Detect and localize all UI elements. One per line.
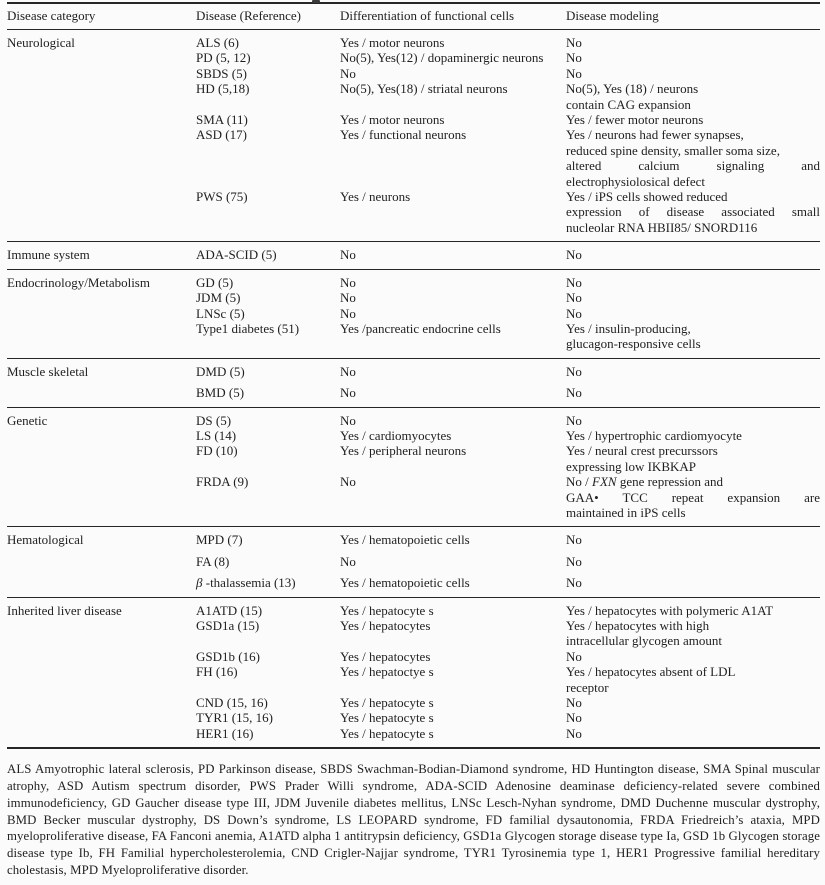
- cell-differentiation: [340, 575, 566, 590]
- cell-line: Yes / neurons: [340, 189, 411, 205]
- header-disease-reference: Disease (Reference): [196, 8, 302, 23]
- cell-line: No: [566, 290, 582, 306]
- cell-disease-modeling: [566, 35, 820, 50]
- cell-disease-reference: [196, 321, 340, 336]
- cell-line: ADA-SCID (5): [196, 247, 277, 263]
- table-row: [7, 428, 820, 443]
- table-row: [7, 575, 820, 590]
- cell-line: Hematological: [7, 532, 84, 548]
- table-row: [7, 275, 820, 290]
- cell-line: JDM (5): [196, 290, 241, 306]
- cell-line: No: [566, 65, 582, 81]
- cell-line: reduced spine density, smaller soma size,: [566, 142, 780, 158]
- table-row: [7, 649, 820, 664]
- cell-disease-modeling: [566, 81, 820, 112]
- cell-disease-modeling: [566, 306, 820, 321]
- cell-line: nucleolar RNA HBII85/ SNORD116: [566, 219, 758, 235]
- cell-line: GSD1a (15): [196, 618, 260, 633]
- cell-disease-reference: [196, 364, 340, 379]
- cell-line: altered calcium signaling and: [566, 158, 820, 174]
- table-row: [7, 306, 820, 321]
- cell-differentiation: [340, 385, 566, 400]
- cell-line: Yes / insulin-producing,: [566, 320, 691, 336]
- cell-disease-reference: [196, 127, 340, 142]
- cell-line: ASD (17): [196, 127, 247, 143]
- table-row: [7, 443, 820, 474]
- cell-line: No: [566, 725, 582, 741]
- cell-line: Genetic: [7, 412, 48, 428]
- cell-disease-category: [7, 695, 196, 710]
- cell-line: SBDS (5): [196, 65, 247, 81]
- cell-line: A1ATD (15): [196, 602, 263, 618]
- cell-disease-category: [7, 66, 196, 81]
- cell-disease-reference: [196, 695, 340, 710]
- cell-disease-category: [7, 428, 196, 443]
- cell-disease-modeling: [566, 664, 820, 695]
- table-row: [7, 385, 820, 400]
- cell-disease-category: [7, 364, 196, 379]
- cell-line: Yes / hepatocytes with high: [566, 618, 710, 633]
- cell-disease-category: [7, 127, 196, 142]
- cell-line: Immune system: [7, 247, 90, 263]
- cell-disease-reference: [196, 66, 340, 81]
- cell-differentiation: [340, 306, 566, 321]
- table-section: [7, 270, 820, 359]
- cell-differentiation: [340, 321, 566, 336]
- cell-differentiation: [340, 649, 566, 664]
- cell-line: Yes / hepatocyte s: [340, 710, 434, 726]
- cell-differentiation: [340, 726, 566, 741]
- cell-line: LS (14): [196, 427, 237, 443]
- disease-table: [7, 2, 820, 749]
- cell-disease-reference: [196, 474, 340, 489]
- cell-line: GAA• TCC repeat expansion are: [566, 489, 820, 505]
- cell-line: Yes / cardiomyocytes: [340, 427, 452, 443]
- caption-remnant: [312, 0, 320, 3]
- cell-line: No: [566, 35, 582, 50]
- cell-differentiation: [340, 603, 566, 618]
- cell-line: Yes / hematopoietic cells: [340, 575, 470, 591]
- cell-disease-category: [7, 664, 196, 679]
- cell-line: No: [566, 575, 582, 591]
- cell-line: No(5), Yes(18) / striatal neurons: [340, 81, 508, 97]
- cell-differentiation: [340, 364, 566, 379]
- cell-disease-modeling: [566, 532, 820, 547]
- cell-disease-reference: [196, 428, 340, 443]
- table-row: [7, 66, 820, 81]
- cell-disease-modeling: [566, 112, 820, 127]
- cell-line: No: [566, 532, 582, 548]
- table-row: [7, 618, 820, 649]
- cell-line: No: [340, 290, 356, 306]
- cell-line: No: [566, 695, 582, 711]
- cell-disease-modeling: [566, 321, 820, 352]
- cell-line: SMA (11): [196, 112, 248, 128]
- cell-disease-reference: [196, 413, 340, 428]
- cell-line: FA (8): [196, 553, 230, 569]
- table-body: [7, 30, 820, 749]
- cell-differentiation: [340, 189, 566, 204]
- cell-disease-category: [7, 443, 196, 458]
- cell-line: FD (10): [196, 443, 238, 459]
- cell-line: FRDA (9): [196, 474, 249, 490]
- cell-disease-category: [7, 35, 196, 50]
- cell-disease-category: [7, 726, 196, 741]
- table-row: [7, 247, 820, 262]
- table-row: [7, 474, 820, 520]
- cell-disease-modeling: [566, 189, 820, 235]
- cell-differentiation: [340, 66, 566, 81]
- cell-disease-modeling: [566, 385, 820, 400]
- table-section: [7, 408, 820, 528]
- cell-differentiation: [340, 35, 566, 50]
- cell-line: No: [566, 363, 582, 379]
- cell-disease-reference: [196, 618, 340, 633]
- cell-disease-category: [7, 112, 196, 127]
- cell-line: No: [566, 648, 582, 664]
- cell-disease-modeling: [566, 474, 820, 520]
- cell-line: No: [566, 247, 582, 263]
- cell-differentiation: [340, 443, 566, 458]
- cell-line: No: [340, 363, 356, 379]
- cell-line: No / FXN gene repression and: [566, 474, 724, 490]
- cell-disease-category: [7, 532, 196, 547]
- cell-disease-reference: [196, 575, 340, 590]
- table-footnote: ALS Amyotrophic lateral sclerosis, PD Parkinson disease, SBDS Swachman-Bodian-Diamond syndrome, HD Huntington disease, SMA Spinal muscular atrophy, ASD Autism spectrum disorder, PWS Prader Willi syndrome, ADA-SCID Adenosine deaminase deficiency-related severe combined immunodeficiency, GD Gaucher disease type III, JDM Juvenile diabetes mellitus, LNSc Lesch-Nyhan syndrome, DMD Duchenne muscular dystrophy, BMD Becker muscular dystrophy, DS Down’s syndrome, LS LEOPARD syndrome, FD familial dysautonomia, FRDA Friedreich’s ataxia, MPD myeloproliferative disease, FA Fanconi anemia, A1ATD alpha 1 antitrypsin deficiency, GSD1a Glycogen storage disease type Ia, GSD 1b Glycogen storage disease type Ib, FH Familial hypercholesterolemia, CND Crigler-Najjar syndrome, TYR1 Tyrosinemia type 1, HER1 Progressive familial hereditary cholestasis, MPD Myeloproliferative disorder.: [7, 762, 820, 878]
- cell-line: GSD1b (16): [196, 648, 260, 664]
- cell-line: No: [566, 710, 582, 726]
- table-section: [7, 359, 820, 408]
- table-row: [7, 695, 820, 710]
- cell-line: receptor: [566, 679, 609, 695]
- cell-disease-modeling: [566, 290, 820, 305]
- cell-line: No: [566, 385, 582, 401]
- cell-line: BMD (5): [196, 385, 245, 401]
- cell-differentiation: [340, 275, 566, 290]
- cell-disease-category: [7, 575, 196, 590]
- table-row: [7, 189, 820, 235]
- cell-differentiation: [340, 474, 566, 489]
- cell-line: Muscle skeletal: [7, 363, 89, 379]
- cell-differentiation: [340, 428, 566, 443]
- cell-disease-modeling: [566, 428, 820, 443]
- cell-disease-reference: [196, 35, 340, 50]
- cell-line: MPD (7): [196, 532, 243, 548]
- table-row: [7, 532, 820, 547]
- cell-line: Yes / peripheral neurons: [340, 443, 467, 459]
- cell-line: No: [566, 274, 582, 290]
- cell-line: Yes / hepatocytes: [340, 618, 431, 633]
- cell-disease-reference: [196, 649, 340, 664]
- cell-line: β -thalassemia (13): [196, 575, 296, 591]
- cell-line: Yes / neurons had fewer synapses,: [566, 127, 744, 143]
- table-row: [7, 290, 820, 305]
- cell-disease-reference: [196, 81, 340, 96]
- cell-disease-reference: [196, 532, 340, 547]
- cell-differentiation: [340, 532, 566, 547]
- table-row: [7, 726, 820, 741]
- cell-disease-modeling: [566, 726, 820, 741]
- cell-line: No: [566, 553, 582, 569]
- cell-line: No(5), Yes (18) / neurons: [566, 81, 699, 97]
- cell-line: No: [340, 474, 356, 490]
- cell-line: Type1 diabetes (51): [196, 320, 300, 336]
- cell-disease-modeling: [566, 443, 820, 474]
- cell-differentiation: [340, 710, 566, 725]
- cell-disease-category: [7, 50, 196, 65]
- cell-disease-category: [7, 603, 196, 618]
- cell-line: No: [340, 412, 356, 428]
- cell-line: No(5), Yes(12) / dopaminergic neurons: [340, 50, 544, 66]
- cell-line: maintained in iPS cells: [566, 504, 686, 520]
- cell-disease-modeling: [566, 710, 820, 725]
- cell-line: Yes / hepatocytes with polymeric A1AT: [566, 602, 774, 618]
- table-row: [7, 364, 820, 379]
- cell-line: Yes / hepatocyte s: [340, 725, 434, 741]
- cell-disease-reference: [196, 726, 340, 741]
- cell-disease-category: [7, 618, 196, 633]
- cell-line: PD (5, 12): [196, 50, 251, 66]
- cell-disease-modeling: [566, 275, 820, 290]
- cell-disease-reference: [196, 112, 340, 127]
- cell-disease-modeling: [566, 603, 820, 618]
- table-row: [7, 413, 820, 428]
- table-section: [7, 30, 820, 242]
- cell-disease-modeling: [566, 66, 820, 81]
- cell-line: TYR1 (15, 16): [196, 710, 273, 726]
- cell-line: Yes / motor neurons: [340, 35, 445, 50]
- cell-line: LNSc (5): [196, 305, 245, 321]
- cell-line: DMD (5): [196, 363, 245, 379]
- cell-disease-reference: [196, 603, 340, 618]
- table-row: [7, 664, 820, 695]
- cell-line: Yes /pancreatic endocrine cells: [340, 320, 501, 336]
- header-disease-modeling: Disease modeling: [566, 8, 659, 23]
- cell-line: No: [340, 65, 356, 81]
- cell-line: Yes / iPS cells showed reduced: [566, 189, 728, 205]
- cell-line: Yes / hypertrophic cardiomyocyte: [566, 427, 742, 443]
- cell-line: HD (5,18): [196, 81, 250, 97]
- cell-disease-modeling: [566, 575, 820, 590]
- cell-disease-category: [7, 554, 196, 569]
- cell-line: No: [566, 305, 582, 321]
- cell-disease-reference: [196, 247, 340, 262]
- cell-disease-category: [7, 710, 196, 725]
- cell-line: Yes / hepatocyte s: [340, 602, 434, 618]
- cell-line: Yes / hepatocytes absent of LDL: [566, 664, 736, 680]
- cell-line: HER1 (16): [196, 725, 254, 741]
- cell-disease-reference: [196, 443, 340, 458]
- cell-line: expressing low IKBKAP: [566, 458, 696, 474]
- cell-line: No: [340, 305, 356, 321]
- cell-disease-reference: [196, 290, 340, 305]
- table-row: [7, 127, 820, 189]
- cell-disease-reference: [196, 385, 340, 400]
- cell-line: Inherited liver disease: [7, 602, 122, 618]
- cell-line: GD (5): [196, 274, 234, 290]
- cell-line: No: [340, 553, 356, 569]
- table-row: [7, 112, 820, 127]
- cell-disease-reference: [196, 275, 340, 290]
- cell-disease-reference: [196, 306, 340, 321]
- cell-line: Yes / hepatoctye s: [340, 664, 434, 680]
- cell-differentiation: [340, 695, 566, 710]
- cell-line: Yes / motor neurons: [340, 112, 445, 128]
- cell-differentiation: [340, 290, 566, 305]
- table-section: [7, 242, 820, 269]
- table-section: [7, 598, 820, 750]
- header-differentiation: Differentiation of functional cells: [340, 8, 515, 23]
- cell-differentiation: [340, 50, 566, 65]
- cell-disease-modeling: [566, 554, 820, 569]
- cell-disease-modeling: [566, 695, 820, 710]
- cell-disease-reference: [196, 50, 340, 65]
- cell-line: Neurological: [7, 35, 75, 50]
- cell-line: electrophysiolosical defect: [566, 173, 705, 189]
- cell-disease-modeling: [566, 247, 820, 262]
- cell-differentiation: [340, 247, 566, 262]
- cell-disease-category: [7, 413, 196, 428]
- cell-disease-reference: [196, 554, 340, 569]
- table-row: [7, 603, 820, 618]
- cell-disease-category: [7, 385, 196, 400]
- table-row: [7, 554, 820, 569]
- cell-differentiation: [340, 413, 566, 428]
- cell-disease-modeling: [566, 413, 820, 428]
- cell-line: DS (5): [196, 412, 232, 428]
- table-row: [7, 50, 820, 65]
- cell-disease-modeling: [566, 618, 820, 649]
- cell-line: FH (16): [196, 664, 238, 680]
- cell-disease-category: [7, 189, 196, 204]
- cell-line: PWS (75): [196, 189, 248, 205]
- cell-line: No: [340, 274, 356, 290]
- cell-disease-reference: [196, 189, 340, 204]
- cell-disease-modeling: [566, 127, 820, 189]
- cell-disease-category: [7, 649, 196, 664]
- cell-line: glucagon-responsive cells: [566, 336, 701, 352]
- cell-line: CND (15, 16): [196, 695, 268, 711]
- cell-line: Yes / fewer motor neurons: [566, 112, 704, 128]
- cell-disease-category: [7, 81, 196, 96]
- cell-disease-category: [7, 321, 196, 336]
- table-row: [7, 81, 820, 112]
- cell-disease-category: [7, 290, 196, 305]
- cell-line: Yes / neural crest precurssors: [566, 443, 718, 459]
- cell-differentiation: [340, 127, 566, 142]
- cell-differentiation: [340, 618, 566, 633]
- cell-line: ALS (6): [196, 35, 239, 50]
- cell-disease-category: [7, 474, 196, 489]
- cell-differentiation: [340, 664, 566, 679]
- cell-differentiation: [340, 81, 566, 96]
- cell-line: Yes / hepatocyte s: [340, 695, 434, 711]
- cell-line: Yes / functional neurons: [340, 127, 467, 143]
- cell-line: intracellular glycogen amount: [566, 633, 722, 649]
- cell-disease-category: [7, 247, 196, 262]
- cell-differentiation: [340, 112, 566, 127]
- cell-disease-modeling: [566, 364, 820, 379]
- header-disease-category: Disease category: [7, 8, 96, 23]
- table-row: [7, 35, 820, 50]
- cell-disease-modeling: [566, 649, 820, 664]
- cell-line: expression of disease associated small: [566, 204, 820, 220]
- table-row: [7, 710, 820, 725]
- cell-line: No: [340, 247, 356, 263]
- table-row: [7, 321, 820, 352]
- cell-line: contain CAG expansion: [566, 96, 691, 112]
- table-header: [7, 4, 820, 30]
- cell-disease-reference: [196, 710, 340, 725]
- cell-disease-modeling: [566, 50, 820, 65]
- cell-disease-category: [7, 275, 196, 290]
- cell-line: Endocrinology/Metabolism: [7, 274, 150, 290]
- cell-disease-reference: [196, 664, 340, 679]
- cell-line: Yes / hepatocytes: [340, 648, 431, 664]
- cell-line: No: [566, 50, 582, 66]
- cell-disease-category: [7, 306, 196, 321]
- table-section: [7, 527, 820, 597]
- cell-line: No: [566, 412, 582, 428]
- cell-differentiation: [340, 554, 566, 569]
- cell-line: No: [340, 385, 356, 401]
- cell-line: Yes / hematopoietic cells: [340, 532, 470, 548]
